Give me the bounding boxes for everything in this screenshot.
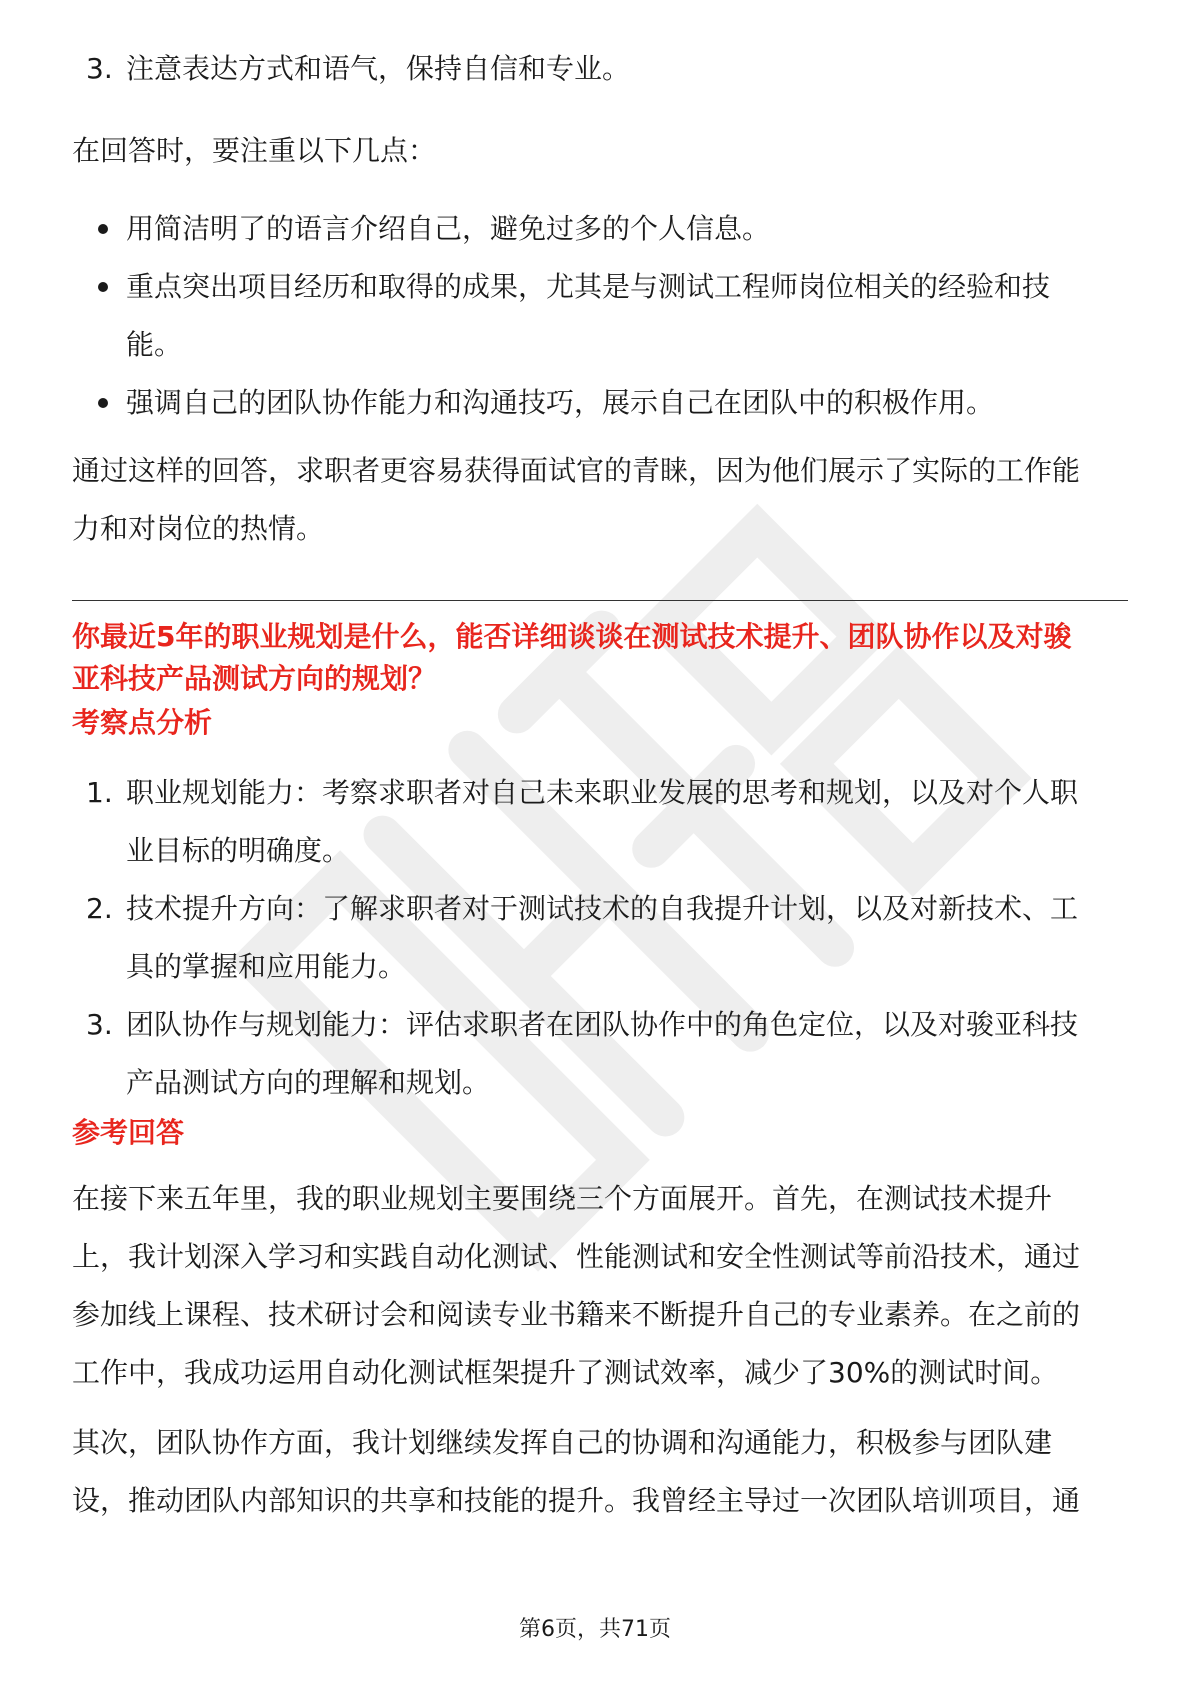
summary-paragraph — [72, 442, 1128, 558]
list-number: 3. — [86, 1008, 113, 1041]
paragraph-line: 在接下来五年里，我的职业规划主要围绕三个方面展开。首先，在测试技术提升 — [72, 1182, 1053, 1215]
paragraph-line: 力和对岗位的热情。 — [72, 512, 325, 545]
section-divider — [72, 600, 1128, 601]
bullet-text-line: 能。 — [126, 328, 183, 361]
paragraph-line: 工作中，我成功运用自动化测试框架提升了测试效率，减少了30%的测试时间。 — [72, 1356, 1059, 1389]
list-item — [72, 764, 1128, 880]
question-heading — [72, 616, 1128, 700]
analysis-title: 考察点分析 — [72, 706, 213, 739]
list-text-line: 职业规划能力：考察求职者对自己未来职业发展的思考和规划，以及对个人职 — [126, 776, 1079, 809]
paragraph-line: 通过这样的回答，求职者更容易获得面试官的青睐，因为他们展示了实际的工作能 — [72, 454, 1081, 487]
page-footer: 第6页，共71页 — [519, 1617, 671, 1642]
question-line: 你最近5年的职业规划是什么，能否详细谈谈在测试技术提升、团队协作以及对骏 — [72, 620, 1072, 653]
list-text-line: 团队协作与规划能力：评估求职者在团队协作中的角色定位，以及对骏亚科技 — [126, 1008, 1079, 1041]
bullet-text: 用简洁明了的语言介绍自己，避免过多的个人信息。 — [126, 212, 771, 245]
list-item — [72, 996, 1128, 1112]
question-line: 亚科技产品测试方向的规划？ — [72, 662, 437, 695]
bullet-item — [72, 200, 1128, 258]
bullet-text-line: 重点突出项目经历和取得的成果，尤其是与测试工程师岗位相关的经验和技 — [126, 270, 1051, 303]
list-text-line: 业目标的明确度。 — [126, 834, 351, 867]
answer-paragraph — [72, 1414, 1128, 1530]
answer-title: 参考回答 — [72, 1116, 185, 1149]
list-text-line: 具的掌握和应用能力。 — [126, 950, 407, 983]
paragraph-line: 参加线上课程、技术研讨会和阅读专业书籍来不断提升自己的专业素养。在之前的 — [72, 1298, 1081, 1331]
paragraph-line: 设，推动团队内部知识的共享和技能的提升。我曾经主导过一次团队培训项目，通 — [72, 1484, 1081, 1517]
analysis-list — [72, 764, 1128, 1112]
list-text-line: 技术提升方向：了解求职者对于测试技术的自我提升计划，以及对新技术、工 — [126, 892, 1079, 925]
bullet-dot — [98, 282, 108, 292]
list-number: 2. — [86, 892, 113, 925]
bullet-dot — [98, 398, 108, 408]
answer-paragraph — [72, 1170, 1128, 1402]
bullet-item — [72, 374, 1128, 432]
paragraph-line: 上，我计划深入学习和实践自动化测试、性能测试和安全性测试等前沿技术，通过 — [72, 1240, 1081, 1273]
list-text: 注意表达方式和语气，保持自信和专业。 — [126, 52, 631, 85]
list-text-line: 产品测试方向的理解和规划。 — [126, 1066, 491, 1099]
bullet-item — [72, 258, 1128, 374]
bullet-dot — [98, 224, 108, 234]
paragraph: 在回答时，要注重以下几点： — [72, 134, 437, 167]
bullet-list — [72, 200, 1128, 432]
list-item — [72, 40, 1182, 98]
list-number: 3. — [86, 52, 113, 85]
list-number: 1. — [86, 776, 113, 809]
list-item — [72, 880, 1128, 996]
paragraph-line: 其次，团队协作方面，我计划继续发挥自己的协调和沟通能力，积极参与团队建 — [72, 1426, 1053, 1459]
bullet-text: 强调自己的团队协作能力和沟通技巧，展示自己在团队中的积极作用。 — [126, 386, 995, 419]
